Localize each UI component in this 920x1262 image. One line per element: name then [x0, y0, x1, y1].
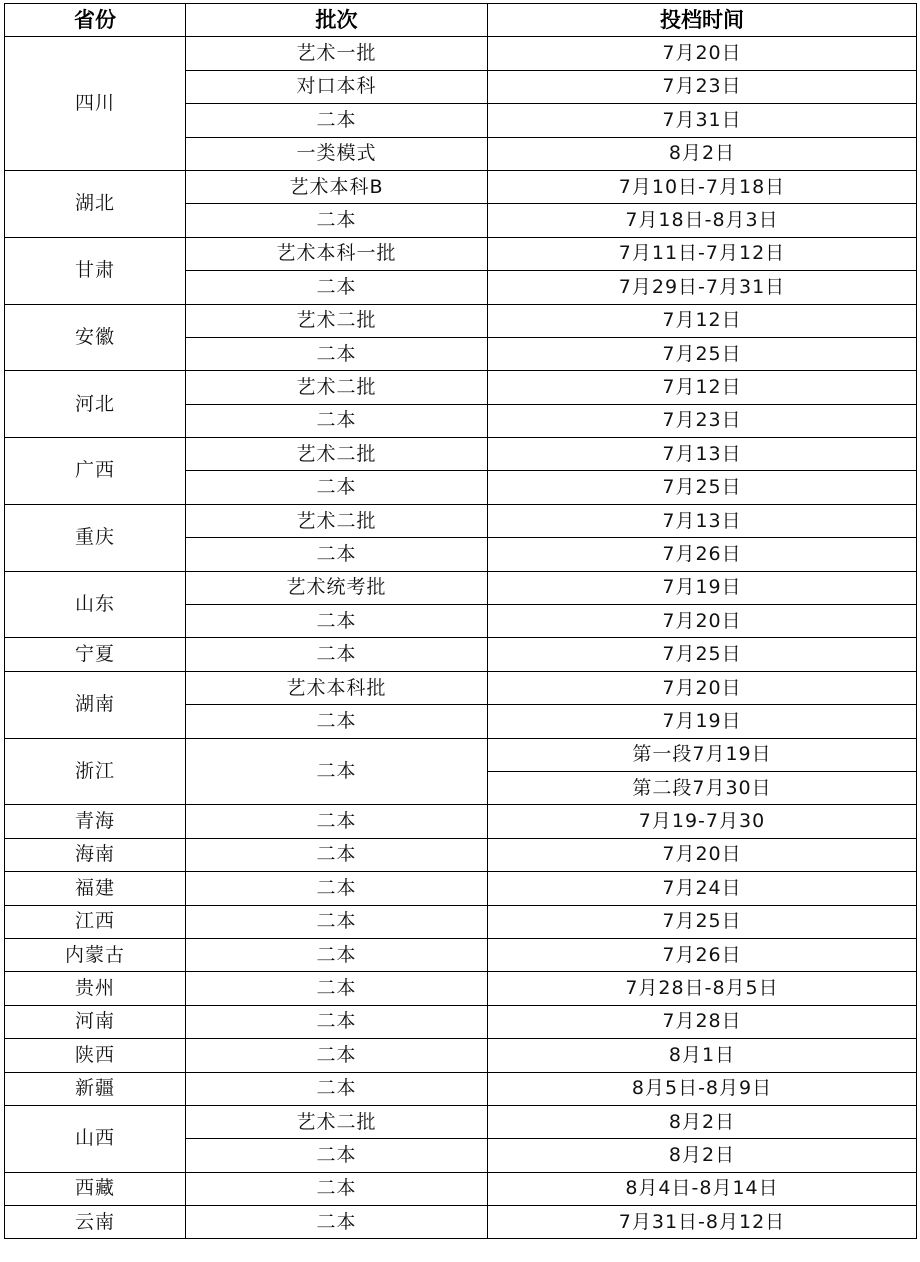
batch-cell: 二本 [186, 705, 488, 738]
province-cell: 湖北 [5, 170, 186, 237]
date-cell: 7月12日 [488, 371, 917, 404]
province-cell: 山西 [5, 1105, 186, 1172]
date-cell: 7月29日-7月31日 [488, 271, 917, 304]
header-row [5, 4, 917, 37]
date-cell: 7月31日-8月12日 [488, 1206, 917, 1239]
table-row [5, 738, 917, 771]
province-cell: 广西 [5, 438, 186, 505]
table-row [5, 1172, 917, 1205]
batch-cell: 二本 [186, 1206, 488, 1239]
date-cell: 第一段7月19日 [488, 738, 917, 771]
table-row [5, 1105, 917, 1138]
table-row [5, 1039, 917, 1072]
table-row [5, 37, 917, 70]
header-batch: 批次 [186, 4, 488, 37]
date-cell: 7月23日 [488, 404, 917, 437]
date-cell: 7月31日 [488, 104, 917, 137]
batch-cell: 艺术二批 [186, 304, 488, 337]
date-cell: 7月12日 [488, 304, 917, 337]
table-row [5, 237, 917, 270]
date-cell: 8月2日 [488, 1139, 917, 1172]
table-row [5, 1005, 917, 1038]
date-cell: 7月25日 [488, 337, 917, 370]
batch-cell: 二本 [186, 104, 488, 137]
province-cell: 西藏 [5, 1172, 186, 1205]
province-cell: 新疆 [5, 1072, 186, 1105]
batch-cell: 二本 [186, 404, 488, 437]
table-row [5, 972, 917, 1005]
table-body [5, 37, 917, 1239]
province-cell: 浙江 [5, 738, 186, 805]
batch-cell: 艺术二批 [186, 438, 488, 471]
table-row [5, 571, 917, 604]
date-cell: 7月25日 [488, 638, 917, 671]
batch-cell: 艺术二批 [186, 504, 488, 537]
date-cell: 8月4日-8月14日 [488, 1172, 917, 1205]
table-row [5, 938, 917, 971]
date-cell: 7月28日 [488, 1005, 917, 1038]
batch-cell: 二本 [186, 1139, 488, 1172]
table-row [5, 1072, 917, 1105]
batch-cell: 艺术本科批 [186, 671, 488, 704]
date-cell: 7月24日 [488, 872, 917, 905]
date-cell: 7月10日-7月18日 [488, 170, 917, 203]
table-row [5, 438, 917, 471]
batch-cell: 二本 [186, 838, 488, 871]
batch-cell: 二本 [186, 538, 488, 571]
date-cell: 8月5日-8月9日 [488, 1072, 917, 1105]
province-cell: 河北 [5, 371, 186, 438]
batch-cell: 二本 [186, 872, 488, 905]
province-cell: 陕西 [5, 1039, 186, 1072]
date-cell: 7月25日 [488, 905, 917, 938]
batch-cell: 二本 [186, 805, 488, 838]
table-row [5, 504, 917, 537]
batch-cell: 二本 [186, 972, 488, 1005]
header-date: 投档时间 [488, 4, 917, 37]
batch-cell: 艺术本科B [186, 170, 488, 203]
date-cell: 7月20日 [488, 605, 917, 638]
admission-schedule [4, 3, 916, 1239]
table-row [5, 371, 917, 404]
batch-cell: 二本 [186, 1072, 488, 1105]
batch-cell: 二本 [186, 938, 488, 971]
province-cell: 湖南 [5, 671, 186, 738]
batch-cell: 艺术一批 [186, 37, 488, 70]
province-cell: 云南 [5, 1206, 186, 1239]
date-cell: 7月13日 [488, 438, 917, 471]
date-cell: 7月13日 [488, 504, 917, 537]
table-row [5, 872, 917, 905]
province-cell: 江西 [5, 905, 186, 938]
batch-cell: 二本 [186, 471, 488, 504]
batch-cell: 二本 [186, 1039, 488, 1072]
province-cell: 重庆 [5, 504, 186, 571]
province-cell: 四川 [5, 37, 186, 171]
header-province: 省份 [5, 4, 186, 37]
batch-cell: 二本 [186, 337, 488, 370]
table-row [5, 304, 917, 337]
date-cell: 7月26日 [488, 538, 917, 571]
batch-cell: 二本 [186, 1005, 488, 1038]
date-cell: 7月19-7月30 [488, 805, 917, 838]
date-cell: 7月28日-8月5日 [488, 972, 917, 1005]
province-cell: 山东 [5, 571, 186, 638]
date-cell: 7月20日 [488, 37, 917, 70]
batch-cell: 二本 [186, 1172, 488, 1205]
date-cell: 7月18日-8月3日 [488, 204, 917, 237]
date-cell: 8月2日 [488, 1105, 917, 1138]
batch-cell: 一类模式 [186, 137, 488, 170]
table-row [5, 638, 917, 671]
province-cell: 甘肃 [5, 237, 186, 304]
province-cell: 内蒙古 [5, 938, 186, 971]
date-cell: 7月19日 [488, 571, 917, 604]
table-row [5, 1206, 917, 1239]
batch-cell: 艺术本科一批 [186, 237, 488, 270]
batch-cell: 艺术二批 [186, 371, 488, 404]
date-cell: 7月19日 [488, 705, 917, 738]
date-cell: 8月2日 [488, 137, 917, 170]
table-row [5, 905, 917, 938]
province-cell: 宁夏 [5, 638, 186, 671]
admission-schedule-table [4, 3, 917, 1239]
date-cell: 7月20日 [488, 838, 917, 871]
province-cell: 安徽 [5, 304, 186, 371]
batch-cell: 二本 [186, 204, 488, 237]
date-cell: 第二段7月30日 [488, 771, 917, 804]
batch-cell: 艺术二批 [186, 1105, 488, 1138]
province-cell: 海南 [5, 838, 186, 871]
table-row [5, 805, 917, 838]
table-row [5, 170, 917, 203]
batch-cell: 对口本科 [186, 70, 488, 103]
batch-cell: 二本 [186, 605, 488, 638]
province-cell: 贵州 [5, 972, 186, 1005]
date-cell: 7月11日-7月12日 [488, 237, 917, 270]
province-cell: 福建 [5, 872, 186, 905]
province-cell: 河南 [5, 1005, 186, 1038]
province-cell: 青海 [5, 805, 186, 838]
batch-cell: 二本 [186, 271, 488, 304]
date-cell: 7月20日 [488, 671, 917, 704]
date-cell: 7月26日 [488, 938, 917, 971]
batch-cell: 二本 [186, 738, 488, 805]
batch-cell: 艺术统考批 [186, 571, 488, 604]
table-row [5, 671, 917, 704]
batch-cell: 二本 [186, 905, 488, 938]
date-cell: 8月1日 [488, 1039, 917, 1072]
date-cell: 7月23日 [488, 70, 917, 103]
table-row [5, 838, 917, 871]
date-cell: 7月25日 [488, 471, 917, 504]
batch-cell: 二本 [186, 638, 488, 671]
